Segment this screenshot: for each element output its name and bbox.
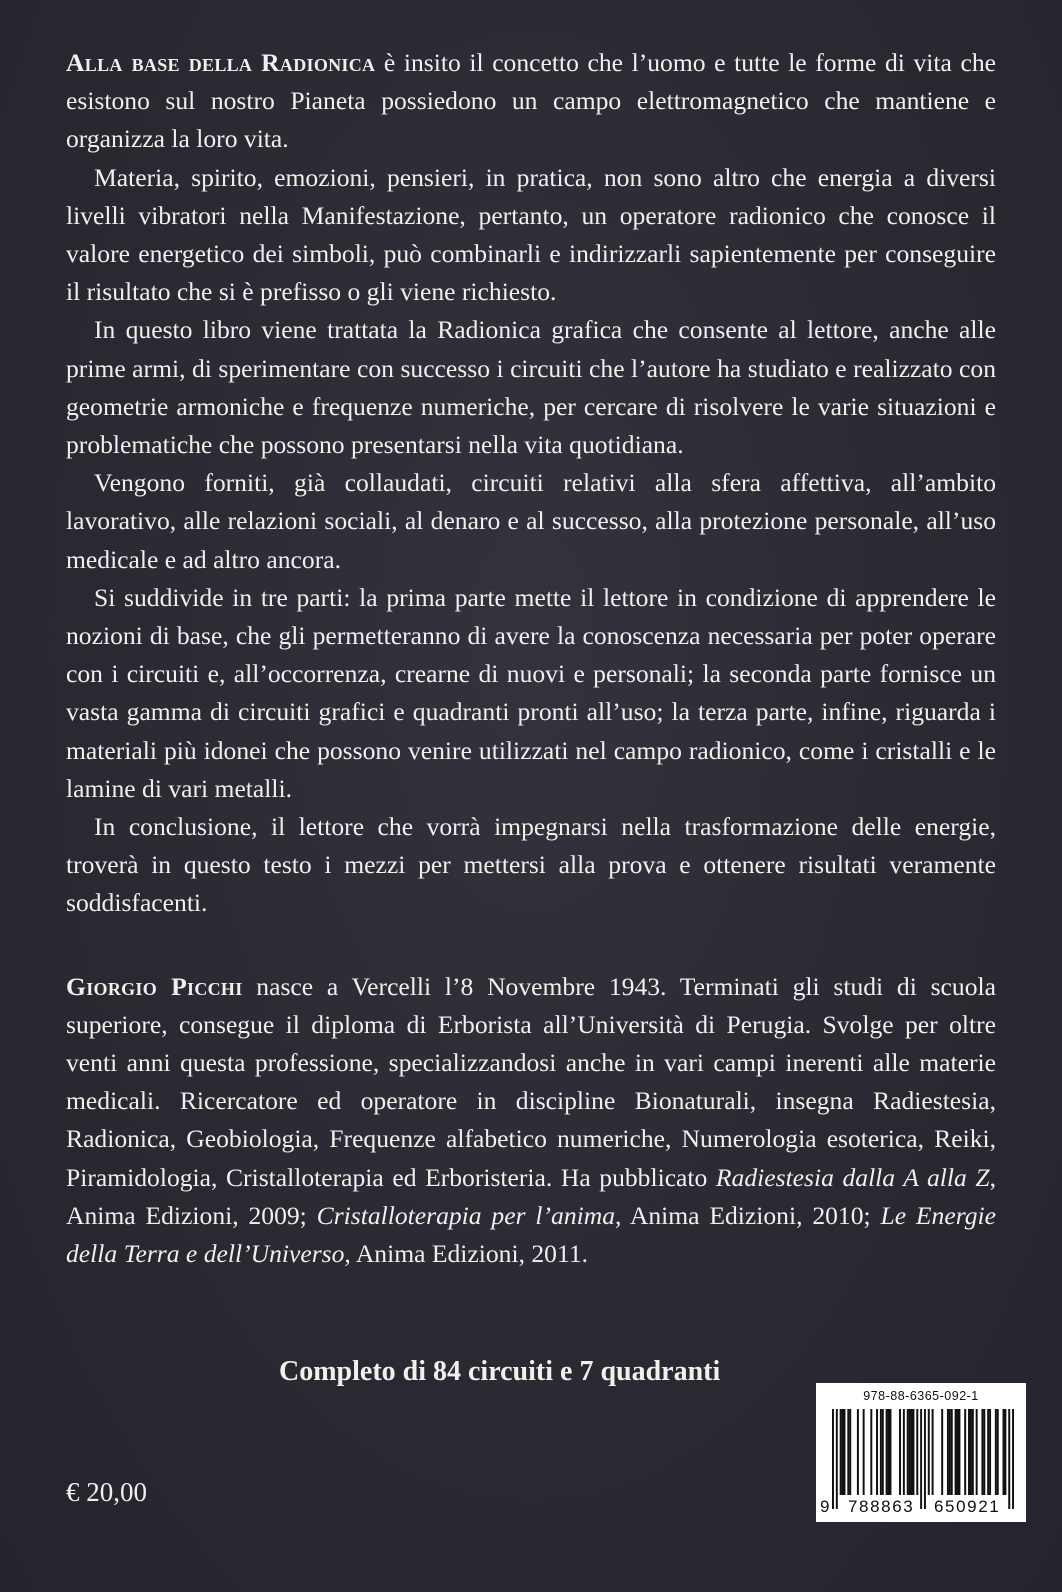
back-cover-text bbox=[66, 44, 996, 1273]
barcode-label bbox=[816, 1383, 1026, 1522]
body-paragraph-5: In conclusione, il lettore che vorrà impegnarsi nella trasformazione delle energie, troverà in questo testo i mezzi per mettersi alla prova e ottenere risultati veramente soddisfacenti. bbox=[66, 812, 996, 918]
author-name: Giorgio Picchi bbox=[66, 971, 243, 1001]
body-paragraph-1: Materia, spirito, emozioni, pensieri, in pratica, non sono altro che energia a diversi livelli vibratori nella Manifestazione, pertanto, un operatore radionico che conosce il valore energetico dei simboli, può combinarli e indirizzarli sapientemente per conseguire il risultato che si è prefisso o gli viene richiesto. bbox=[66, 162, 996, 307]
bio-text-3: , Anima Edizioni, 2010; bbox=[615, 1200, 881, 1230]
body-paragraph-4: Si suddivide in tre parti: la prima parte mette il lettore in condizione di apprendere le nozioni di base, che gli permetteranno di avere la conoscenza necessaria per poter operare con i circuiti e, all’occorrenza, crearne di nuovi e personali; la seconda parte fornisce un vasta gamma di circuiti grafici e quadranti pronti all’uso; la terza parte, infine, riguarda i materiali più idonei che possono venire utilizzati nel campo radionico, come i cristalli e le lamine di vari metalli. bbox=[66, 582, 996, 803]
book-title-1: Radiestesia dalla A alla Z bbox=[715, 1162, 990, 1192]
barcode-icon bbox=[832, 1409, 1014, 1509]
ean-right-digits: 650921 bbox=[934, 1497, 1001, 1516]
intro-text: è insito il concetto che l’uomo e tutte le forme di vita che esistono sul nostro Pianeta possiedono un campo elettromagnetico che mantiene e organizza la loro vita. bbox=[66, 48, 996, 154]
intro-paragraph bbox=[66, 44, 996, 159]
isbn-text: 978-88-6365-092-1 bbox=[863, 1389, 979, 1403]
body-paragraph-2: In questo libro viene trattata la Radionica grafica che consente al lettore, anche alle prime armi, di sperimentare con successo i circuiti che l’autore ha studiato e realizzato con geometrie armoniche e frequenze numeriche, per cercare di risolvere le varie situazioni e problematiche che possono presentarsi nella vita quotidiana. bbox=[66, 315, 996, 460]
bio-text-4: Anima Edizioni, 2011. bbox=[350, 1239, 589, 1269]
contents-tagline: Completo di 84 circuiti e 7 quadranti bbox=[279, 1356, 721, 1387]
author-bio bbox=[66, 968, 996, 1274]
bio-text-1: nasce a Vercelli l’8 Novembre 1943. Terminati gli studi di scuola superiore, consegue il diploma di Erborista all’Università di Perugia. Svolge per oltre venti anni questa professione, specializzandosi anche in vari campi inerenti alle materie medicali. Ricercatore ed operatore in discipline Bionaturali, insegna Radiestesia, Radionica, Geobiologia, Frequenze alfabetico numeriche, Numerologia esoterica, Reiki, Piramidologia, Cristalloterapia ed Erboristeria. Ha pubblicato bbox=[66, 971, 996, 1192]
book-title-2: Cristalloterapia per l’anima bbox=[316, 1200, 616, 1230]
ean-left-digits: 788863 bbox=[848, 1497, 915, 1516]
ean-first-digit: 9 bbox=[820, 1497, 832, 1516]
intro-lead: Alla base della Radionica bbox=[66, 48, 376, 77]
price-label: € 20,00 bbox=[66, 1477, 147, 1507]
body-paragraph-3: Vengono forniti, già collaudati, circuiti relativi alla sfera affettiva, all’ambito lavorativo, alle relazioni sociali, al denaro e al successo, alla protezione personale, all’uso medicale e ad altro ancora. bbox=[66, 468, 996, 574]
bio-text-2: , Anima Edizioni, 2009; bbox=[66, 1162, 996, 1230]
book-title-3: Le Energie della Terra e dell’Universo, bbox=[66, 1200, 996, 1269]
